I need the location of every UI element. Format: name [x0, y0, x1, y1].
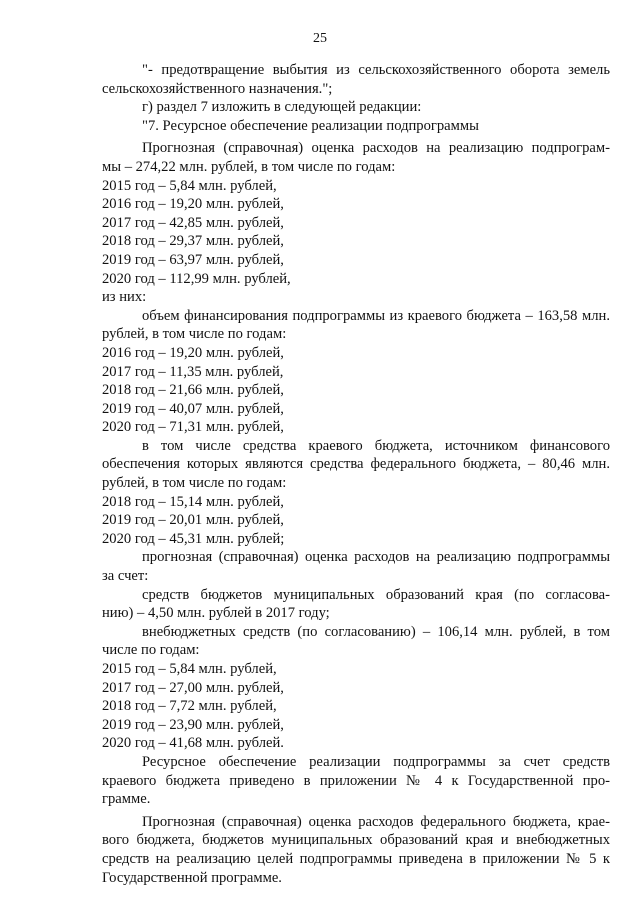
text-line: Прогнозная (справочная) оценка расходов федерального бюджета, крае- — [142, 813, 610, 830]
year-line: 2019 год – 63,97 млн. рублей, — [102, 251, 284, 268]
text-line: "- предотвращение выбытия из сельскохозяйственного оборота земель — [142, 62, 610, 78]
year-line: 2020 год – 45,31 млн. рублей; — [102, 530, 285, 547]
text-line: в том числе средства краевого бюджета, источником финансового — [142, 437, 610, 454]
year-line: 2019 год – 23,90 млн. рублей, — [102, 716, 284, 733]
year-line: 2019 год – 40,07 млн. рублей, — [102, 400, 284, 417]
year-line: 2018 год – 21,66 млн. рублей, — [102, 382, 284, 399]
year-line: 2020 год – 71,31 млн. рублей, — [102, 419, 284, 436]
text-line: Прогнозная (справочная) оценка расходов на реализацию подпрограм- — [142, 140, 610, 157]
year-line: 2018 год – 7,72 млн. рублей, — [102, 698, 277, 715]
year-line: 2018 год – 29,37 млн. рублей, — [102, 233, 284, 250]
text-line: средств на реализацию целей подпрограммы приведена в приложении № 5 к — [102, 850, 610, 867]
year-line: 2019 год – 20,01 млн. рублей, — [102, 512, 284, 529]
section-heading: "7. Ресурсное обеспечение реализации подпрограммы — [142, 117, 479, 134]
text-line: обеспечения которых являются средства федерального бюджета, – 80,46 млн. — [102, 456, 610, 473]
text-line: рублей, в том числе по годам: — [102, 326, 287, 343]
year-line: 2017 год – 42,85 млн. рублей, — [102, 214, 284, 231]
text-line: краевого бюджета приведено в приложении № 4 к Государственной про- — [102, 772, 610, 789]
text-line: Государственной программе. — [102, 869, 282, 886]
year-line: 2018 год – 15,14 млн. рублей, — [102, 493, 284, 510]
year-line: 2017 год – 11,35 млн. рублей, — [102, 363, 284, 380]
text-line: за счет: — [102, 568, 149, 585]
year-line: 2015 год – 5,84 млн. рублей, — [102, 177, 277, 194]
year-line: 2017 год – 27,00 млн. рублей, — [102, 679, 284, 696]
text-line: нию) – 4,50 млн. рублей в 2017 году; — [102, 605, 330, 622]
text-line: рублей, в том числе по годам: — [102, 475, 287, 492]
text-line: прогнозная (справочная) оценка расходов на реализацию подпрограммы — [142, 549, 610, 566]
text-line: из них: — [102, 289, 147, 306]
year-line: 2015 год – 5,84 млн. рублей, — [102, 661, 277, 677]
text-line: объем финансирования подпрограммы из краевого бюджета – 163,58 млн. — [142, 307, 610, 324]
document-body — [102, 61, 610, 887]
text-line: грамме. — [102, 791, 151, 808]
text-line: г) раздел 7 изложить в следующей редакции: — [142, 99, 422, 116]
text-line: Ресурсное обеспечение реализации подпрограммы за счет средств — [142, 753, 610, 770]
text-line: вого бюджета, бюджетов муниципальных образований края и внебюджетных — [102, 832, 610, 849]
text-line: мы – 274,22 млн. рублей, в том числе по годам: — [102, 158, 396, 175]
year-line: 2020 год – 112,99 млн. рублей, — [102, 270, 291, 287]
year-line: 2016 год – 19,20 млн. рублей, — [102, 344, 284, 361]
text-line: сельскохозяйственного назначения."; — [102, 80, 333, 97]
year-line: 2016 год – 19,20 млн. рублей, — [102, 196, 284, 213]
page-number: 25 — [313, 31, 327, 46]
text-line: внебюджетных средств (по согласованию) – 106,14 млн. рублей, в том — [142, 623, 610, 640]
text-line: средств бюджетов муниципальных образований края (по согласова- — [142, 586, 610, 603]
year-line: 2020 год – 41,68 млн. рублей. — [102, 735, 284, 752]
text-line: числе по годам: — [102, 642, 200, 659]
